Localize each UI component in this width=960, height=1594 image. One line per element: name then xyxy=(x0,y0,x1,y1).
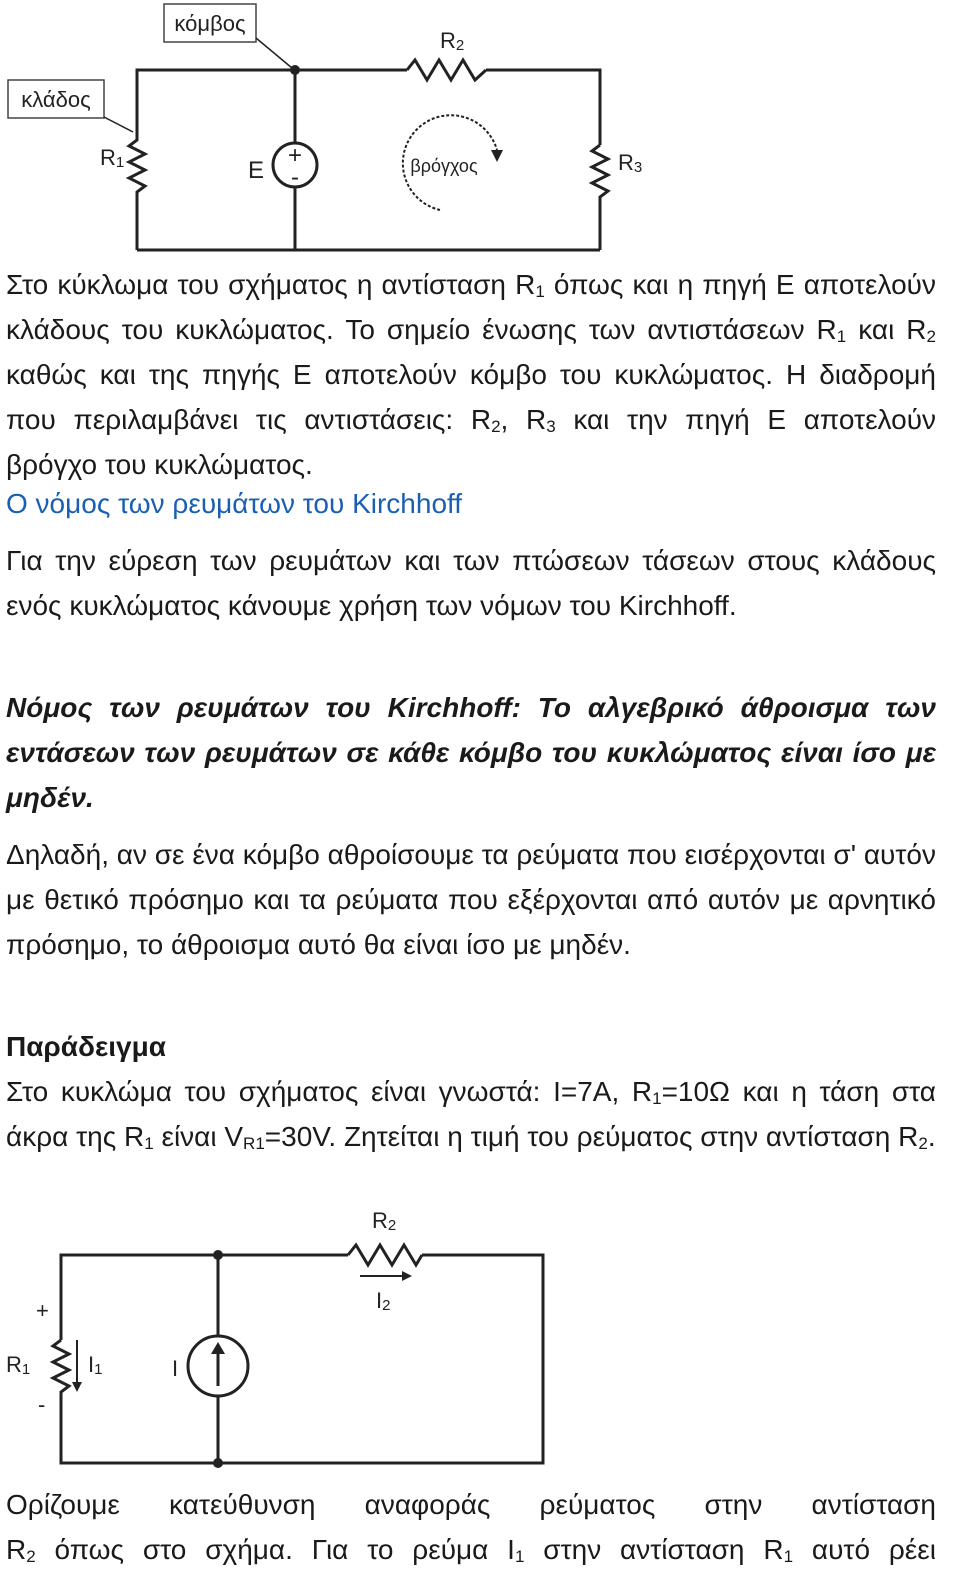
node-top xyxy=(213,1250,223,1260)
i2-arrowhead xyxy=(402,1271,412,1281)
label-r2: R2 xyxy=(440,28,465,54)
i1-arrowhead xyxy=(72,1382,82,1392)
label-i2: I2 xyxy=(376,1288,391,1314)
label-r1-fig2: R1 xyxy=(6,1352,31,1378)
circuit-1-wires xyxy=(129,60,608,250)
r1-minus: - xyxy=(38,1392,46,1417)
label-r1: R1 xyxy=(100,145,125,171)
source-minus: - xyxy=(291,164,299,191)
paragraph-kirchhoff-intro: Για την εύρεση των ρευμάτων και των πτώσεων τάσεων στους κλάδους ενός κυκλώματος κάνουμε χρήση των νόμων του Kirchhoff. xyxy=(6,545,936,621)
branch-callout: κλάδος xyxy=(21,87,91,112)
label-e: E xyxy=(248,157,265,184)
circuit-diagram-2 xyxy=(0,1200,960,1490)
branch-callout-line xyxy=(104,117,133,132)
paragraph-example: Στο κυκλώμα του σχήματος είναι γνωστά: I=7A, $R_1=10\Omega$ και η τάση στα άκρα της $R_1$ είναι $V_{R1}=30V$. Ζητείται η τιμή του ρεύματος στην αντίσταση $R_2$. xyxy=(6,1076,936,1153)
r1-plus: + xyxy=(36,1298,49,1323)
label-i: I xyxy=(172,1356,179,1381)
label-i1: I1 xyxy=(88,1352,103,1378)
loop-arrowhead xyxy=(491,150,503,162)
node-callout-line xyxy=(256,38,292,68)
node-callout: κόμβος xyxy=(174,11,246,36)
label-r3: R3 xyxy=(618,150,643,176)
paragraph-reference-direction-line2: $R_2$ όπως στο σχήμα. Για το ρεύμα $I_1$ στην αντίσταση $R_1$ αυτό ρέει xyxy=(6,1534,936,1566)
paragraph-explanation: Δηλαδή, αν σε ένα κόμβο αθροίσουμε τα ρεύματα που εισέρχονται σ' αυτόν με θετικό πρόσημο και τα ρεύματα που εξέρχονται από αυτόν με αρνητικό πρόσημο, το άθροισμα αυτό θα είναι ίσο με μηδέν. xyxy=(6,839,936,960)
circuit-diagram-1 xyxy=(0,0,960,262)
node-bottom xyxy=(213,1458,223,1468)
kirchhoff-law-statement: Νόμος των ρευμάτων του Kirchhoff: Το αλγεβρικό άθροισμα των εντάσεων των ρευμάτων σε κάθε κόμβο του κυκλώματος είναι ίσο με μηδέν. xyxy=(6,692,936,813)
example-heading: Παράδειγμα xyxy=(6,1031,166,1062)
paragraph-reference-direction-line1: Ορίζουμε κατεύθυνση αναφοράς ρεύματος στην αντίσταση xyxy=(6,1489,936,1520)
node-dot xyxy=(290,65,300,75)
paragraph-circuit-elements: Στο κύκλωμα του σχήματος η αντίσταση $R_1$ όπως και η πηγή Ε αποτελούν κλάδους του κυκλώματος. Το σημείο ένωσης των αντιστάσεων $R_1$ και $R_2$ καθώς και της πηγής Ε αποτελούν κόμβο του κυκλώματος. Η διαδρομή που περιλαμβάνει τις αντιστάσεις: $R_2$, $R_3$ και την πηγή Ε αποτελούν βρόγχο του κυκλώματος. xyxy=(6,269,937,480)
section-heading-kirchhoff-current-law: Ο νόμος των ρευμάτων του Kirchhoff xyxy=(6,488,463,519)
loop-label: βρόγχος xyxy=(410,156,478,176)
circuit-2-wires xyxy=(53,1245,543,1463)
source-plus: + xyxy=(287,142,303,169)
label-r2-fig2: R2 xyxy=(372,1208,397,1234)
